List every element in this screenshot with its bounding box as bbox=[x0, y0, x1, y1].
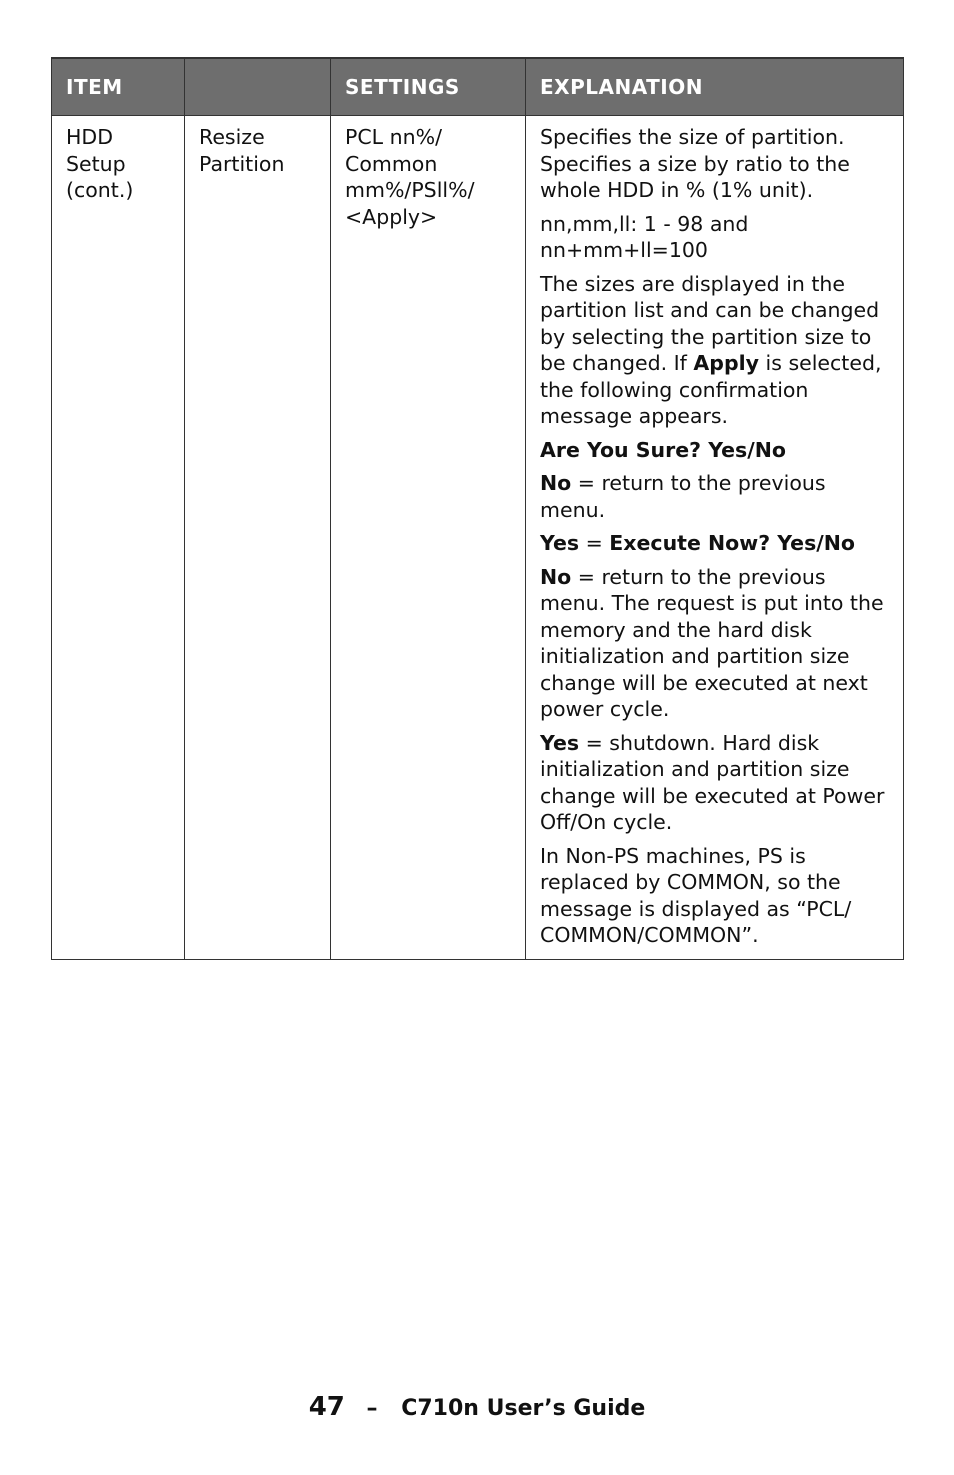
explanation-bold: Apply bbox=[693, 351, 760, 375]
explanation-text: = bbox=[579, 531, 610, 555]
cell-explanation bbox=[526, 116, 904, 960]
explanation-paragraph bbox=[540, 730, 889, 836]
page-number: 47 bbox=[308, 1392, 345, 1422]
table-row bbox=[52, 116, 904, 960]
explanation-text: = return to the previous menu. The request is put into the memory and the hard disk initialization and partition size change will be executed at next power cycle. bbox=[540, 564, 884, 721]
explanation-bold: Execute Now? Yes/No bbox=[609, 531, 856, 555]
explanation-bold: No bbox=[540, 564, 572, 589]
header-sub-item bbox=[185, 58, 331, 116]
header-item: ITEM bbox=[52, 58, 185, 116]
footer-dash: – bbox=[366, 1396, 378, 1421]
explanation-bold: Yes bbox=[540, 730, 580, 755]
explanation-paragraph bbox=[540, 530, 889, 557]
explanation-paragraph: Specifies the size of partition. Specifies a size by ratio to the whole HDD in % (1% unit). bbox=[540, 125, 850, 202]
explanation-text: is selected, the following confirmation message appears. bbox=[540, 351, 882, 428]
explanation-paragraph: In Non-PS machines, PS is replaced by COMMON, so the message is displayed as “PCL/ COMMON/COMMON”. bbox=[540, 843, 852, 947]
page-footer bbox=[0, 1392, 954, 1422]
header-settings: SETTINGS bbox=[331, 58, 526, 116]
explanation-paragraph bbox=[540, 437, 889, 464]
table-header-row bbox=[52, 58, 904, 116]
explanation-bold: Yes bbox=[540, 531, 580, 555]
explanation-paragraph: nn,mm,ll: 1 - 98 and nn+mm+ll=100 bbox=[540, 211, 749, 262]
explanation-text: = shutdown. Hard disk initialization and partition size change will be executed at Power Off/On cycle. bbox=[540, 730, 885, 834]
explanation-bold: Are You Sure? Yes/No bbox=[540, 437, 786, 462]
explanation-text: The sizes are displayed in the partition list and can be changed by selecting the partition size to be changed. If bbox=[540, 271, 880, 375]
guide-title: C710n User’s Guide bbox=[401, 1396, 646, 1421]
explanation-paragraph bbox=[540, 564, 889, 723]
explanation-bold: No bbox=[540, 471, 572, 495]
explanation-paragraph bbox=[540, 271, 889, 430]
settings-table bbox=[51, 57, 904, 960]
cell-item: HDD Setup (cont.) bbox=[52, 116, 185, 960]
explanation-text: = return to the previous menu. bbox=[540, 471, 826, 522]
explanation-paragraph bbox=[540, 470, 889, 523]
cell-sub-item: Resize Partition bbox=[185, 116, 331, 960]
header-explanation: EXPLANATION bbox=[526, 58, 904, 116]
cell-settings: PCL nn%/ Common mm%/PSll%/ <Apply> bbox=[331, 116, 526, 960]
